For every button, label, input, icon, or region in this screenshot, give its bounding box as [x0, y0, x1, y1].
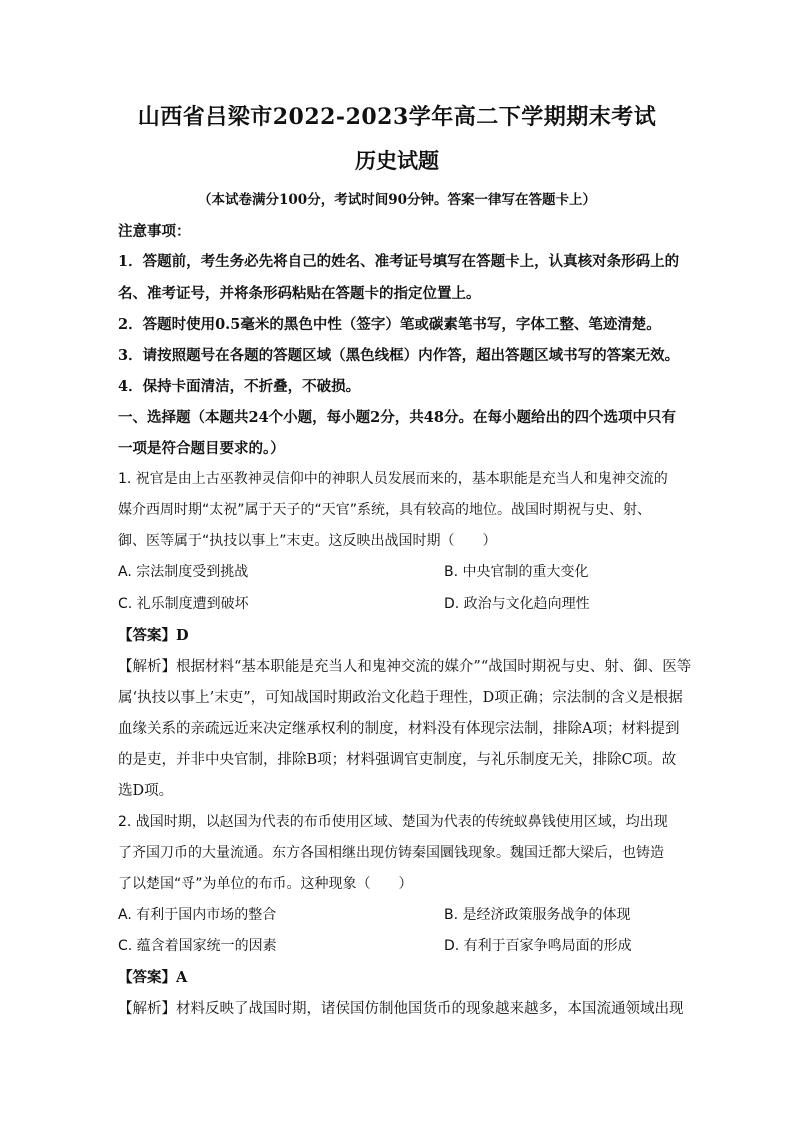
analysis-line: 【解析】材料反映了战国时期，诸侯国仿制他国货币的现象越来越多，本国流通领域出现	[118, 1001, 684, 1017]
exam-title: 山西省吕梁市2022-2023学年高二下学期期末考试	[137, 104, 657, 130]
option-b: B. 是经济政策服务战争的体现	[444, 907, 631, 923]
notice-item: 3．请按照题号在各题的答题区域（黑色线框）内作答，超出答题区域书写的答案无效。	[118, 347, 680, 364]
subject-title: 历史试题	[355, 148, 439, 173]
section-heading: 一、选择题（本题共24个小题，每小题2分，共48分。在每小题给出的四个选项中只有	[118, 409, 676, 426]
option-c: C. 礼乐制度遭到破坏	[118, 596, 249, 612]
notice-item: 1．答题前，考生务必先将自己的姓名、准考证号填写在答题卡上，认真核对条形码上的	[118, 253, 680, 270]
option-d: D. 政治与文化趋向理性	[444, 596, 590, 612]
analysis-line: 血缘关系的亲疏远近来决定继承权利的制度，材料没有体现宗法制，排除A项；材料提到	[118, 721, 680, 737]
analysis-line: 选D项。	[118, 783, 174, 799]
answer-label: 【答案】A	[118, 969, 188, 986]
analysis-line: 的是吏，并非中央官制，排除B项；材料强调官吏制度，与礼乐制度无关，排除C项。故	[118, 752, 677, 768]
question-stem: 了以楚国“寽”为单位的布币。这种现象（ ）	[118, 876, 413, 892]
option-a: A. 宗法制度受到挑战	[118, 564, 249, 580]
option-b: B. 中央官制的重大变化	[444, 564, 589, 580]
option-c: C. 蕴含着国家统一的因素	[118, 938, 277, 954]
question-stem: 2. 战国时期，以赵国为代表的布币使用区域、楚国为代表的传统蚁鼻钱使用区域，均出现	[118, 814, 668, 830]
analysis-line: 属‘执技以事上’末吏”，可知战国时期政治文化趋于理性，D项正确；宗法制的含义是根据	[118, 690, 683, 706]
option-a: A. 有利于国内市场的整合	[118, 907, 277, 923]
notice-item: 2．答题时使用0.5毫米的黑色中性（签字）笔或碳素笔书写，字体工整、笔迹清楚。	[118, 316, 661, 333]
question-stem: 了齐国刀币的大量流通。东方各国相继出现仿铸秦国圜钱现象。魏国迁都大梁后，也铸造	[118, 845, 664, 861]
answer-label: 【答案】D	[118, 627, 189, 644]
notice-heading: 注意事项：	[118, 223, 191, 240]
option-d: D. 有利于百家争鸣局面的形成	[444, 938, 632, 954]
notice-item: 名、准考证号，并将条形码粘贴在答题卡的指定位置上。	[118, 285, 481, 302]
notice-item: 4．保持卡面清洁，不折叠，不破损。	[118, 378, 361, 395]
question-stem: 御、医等属于“执技以事上”末吏。这反映出战国时期（ ）	[118, 533, 497, 549]
question-stem: 媒介西周时期“太祝”属于天子的“天官”系统，具有较高的地位。战国时期祝与史、射、	[118, 502, 652, 518]
analysis-line: 【解析】根据材料“基本职能是充当人和鬼神交流的媒介”“战国时期祝与史、射、御、医等	[118, 659, 692, 675]
question-stem: 1. 祝官是由上古巫教神灵信仰中的神职人员发展而来的，基本职能是充当人和鬼神交流的	[118, 471, 668, 487]
exam-note: （本试卷满分100分，考试时间90分钟。答案一律写在答题卡上）	[198, 192, 596, 208]
section-heading: 一项是符合题目要求的。）	[118, 440, 285, 457]
